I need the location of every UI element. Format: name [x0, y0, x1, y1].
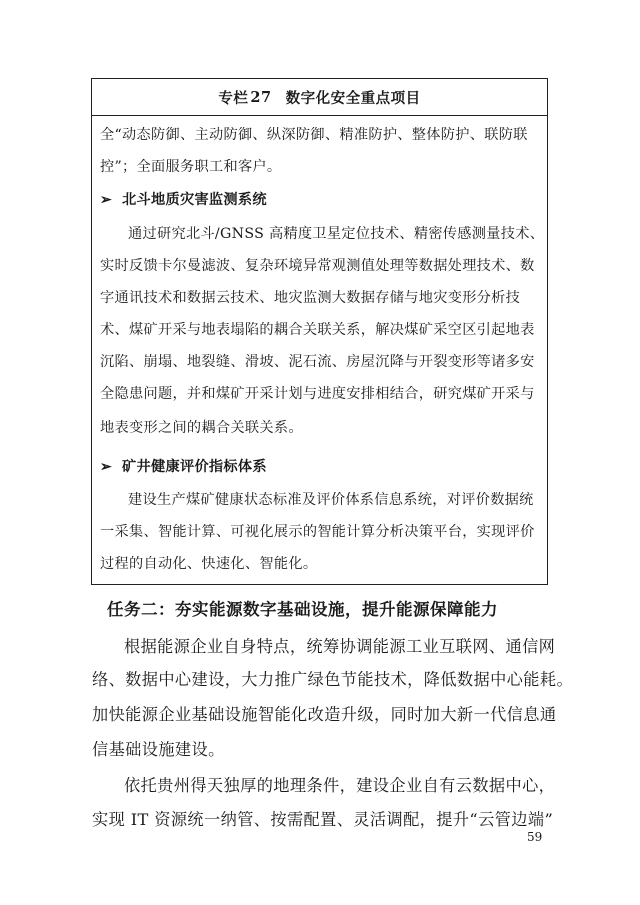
body-line: 实时反馈卡尔曼滤波、复杂环境异常观测值处理等数据处理技术、数	[100, 258, 535, 274]
body-line: 建设生产煤矿健康状态标准及评价体系信息系统，对评价数据统	[128, 492, 534, 508]
paragraph-line: 络、数据中心建设，大力推广绿色节能技术，降低数据中心能耗。	[92, 670, 574, 689]
body-line: 地表变形之间的耦合关联关系。	[100, 420, 303, 436]
body-line: 术、煤矿开采与地表塌陷的耦合关联关系，解决煤矿采空区引起地表	[100, 322, 535, 338]
section-heading	[100, 189, 267, 209]
section-heading	[100, 456, 267, 476]
body-line: 全隐患问题，并和煤矿开采计划与进度安排相结合，研究煤矿开采与	[100, 386, 535, 402]
intro-line: 控”；全面服务职工和客户。	[100, 159, 282, 175]
arrow-bullet-icon: ➢	[100, 459, 113, 475]
body-line: 过程的自动化、快速化、智能化。	[100, 556, 318, 572]
section-heading-text: 矿井健康评价指标体系	[122, 459, 267, 475]
paragraph-line: 依托贵州得天独厚的地理条件，建设企业自有云数据中心，	[124, 776, 556, 795]
body-line: 一采集、智能计算、可视化展示的智能计算分析决策平台，实现评价	[100, 524, 535, 540]
box-title-text: 数字化安全重点项目	[285, 89, 421, 107]
paragraph-line: 根据能源企业自身特点，统筹协调能源工业互联网、通信网	[124, 637, 556, 656]
arrow-bullet-icon: ➢	[100, 192, 113, 208]
task-heading: 任务二：夯实能源数字基础设施，提升能源保障能力	[107, 600, 498, 619]
body-line: 通过研究北斗/GNSS 高精度卫星定位技术、精密传感测量技术、	[128, 226, 545, 242]
box-title	[92, 79, 547, 116]
section-heading-text: 北斗地质灾害监测系统	[122, 192, 267, 208]
paragraph-line: 实现 IT 资源统一纳管、按需配置、灵活调配，提升“云管边端”	[92, 810, 554, 829]
body-line: 沉陷、崩塌、地裂缝、滑坡、泥石流、房屋沉降与开裂变形等诸多安	[100, 354, 535, 370]
intro-line: 全“动态防御、主动防御、纵深防御、精准防护、整体防护、联防联	[100, 127, 528, 143]
paragraph-line: 加快能源企业基础设施智能化改造升级，同时加大新一代信息通	[92, 705, 557, 724]
page-number: 59	[527, 830, 543, 844]
paragraph-line: 信基础设施建设。	[92, 740, 225, 759]
box-title-number: 27	[250, 88, 272, 106]
body-line: 字通讯技术和数据云技术、地灾监测大数据存储与地灾变形分析技	[100, 290, 521, 306]
feature-box	[91, 78, 548, 585]
box-title-prefix: 专栏	[218, 89, 249, 107]
